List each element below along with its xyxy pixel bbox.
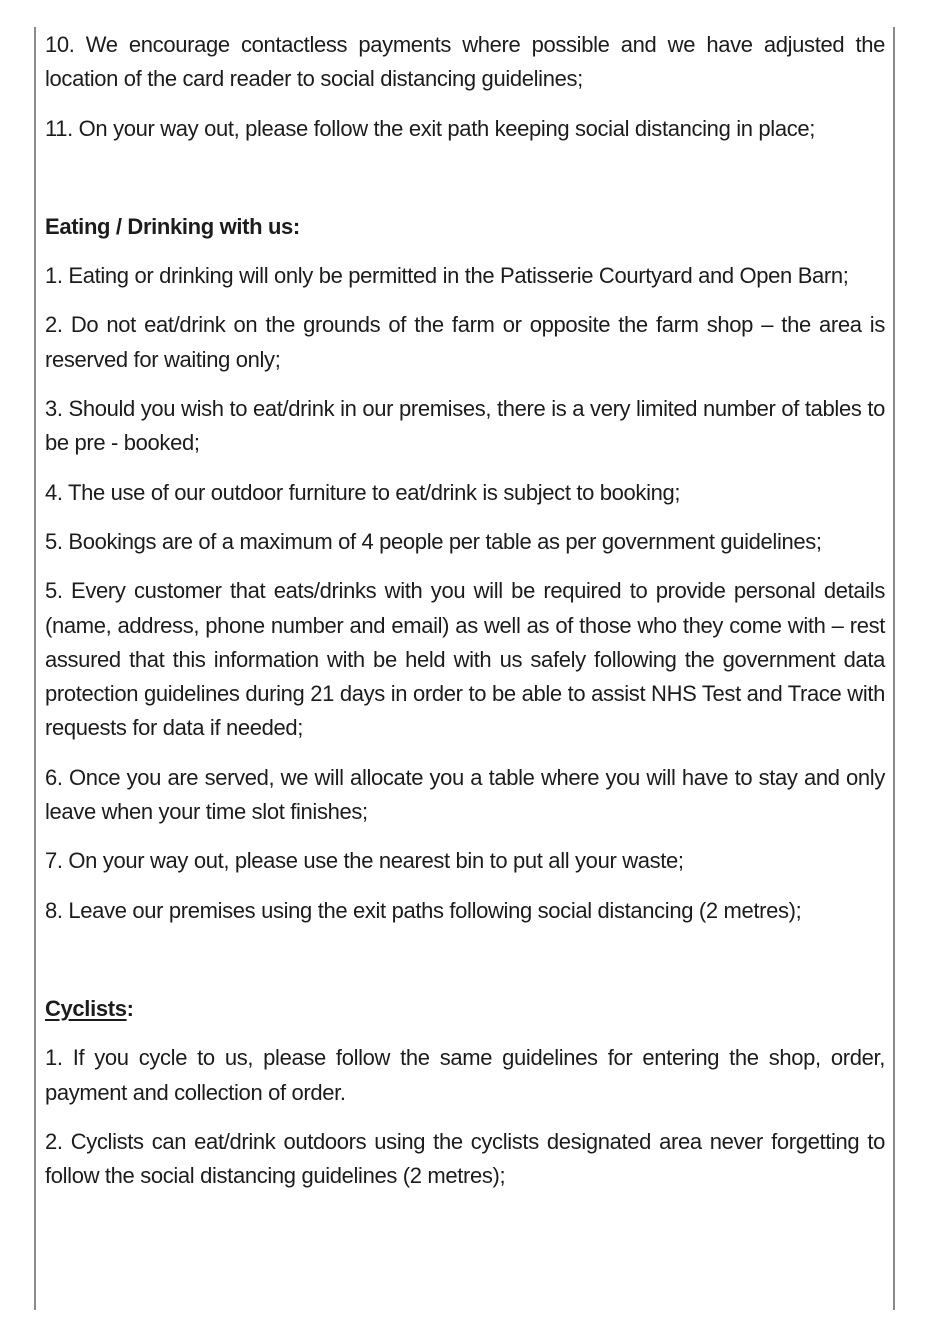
list-item: 5. Bookings are of a maximum of 4 people per table as per government guidelines; <box>45 528 822 554</box>
list-item: 10. We encourage contactless payments where possible and we have adjusted the location of the card reader to social distancing guidelines; <box>45 32 885 92</box>
list-item: 2. Do not eat/drink on the grounds of the farm or opposite the farm shop – the area is reserved for waiting only; <box>45 312 885 372</box>
list-item: 1. Eating or drinking will only be permitted in the Patisserie Courtyard and Open Barn; <box>45 263 849 289</box>
spacer <box>45 943 885 992</box>
list-item: 11. On your way out, please follow the exit path keeping social distancing in place; <box>45 115 816 141</box>
list-item: 1. If you cycle to us, please follow the same guidelines for entering the shop, order, payment and collection of order. <box>45 1045 885 1105</box>
list-item: 6. Once you are served, we will allocate you a table where you will have to stay and only leave when your time slot finishes; <box>45 764 885 825</box>
cyclists-heading-text: Cyclists <box>45 995 127 1021</box>
list-item: 2. Cyclists can eat/drink outdoors using the cyclists designated area never forgetting to follow the social distancing guidelines (2 metres); <box>45 1128 885 1189</box>
list-item: 5. Every customer that eats/drinks with you will be required to provide personal details (name, address, phone number and email) as well as of those who they come with – rest assured that this information with be held with us safely following the government data protection guidelines during 21 days in order to be able to assist NHS Test and Trace with requests for data if needed; <box>45 578 885 741</box>
list-item: 3. Should you wish to eat/drink in our premises, there is a very limited number of tables to be pre - booked; <box>45 396 885 456</box>
list-item: 4. The use of our outdoor furniture to eat/drink is subject to booking; <box>45 479 681 505</box>
document-content <box>45 28 885 1208</box>
eating-drinking-heading: Eating / Drinking with us: <box>45 213 300 239</box>
cyclists-heading-colon: : <box>126 995 134 1021</box>
list-item: 7. On your way out, please use the nearest bin to put all your waste; <box>45 848 684 874</box>
list-item: 8. Leave our premises using the exit paths following social distancing (2 metres); <box>45 897 802 923</box>
cyclists-heading <box>45 992 885 1026</box>
spacer <box>45 161 885 210</box>
